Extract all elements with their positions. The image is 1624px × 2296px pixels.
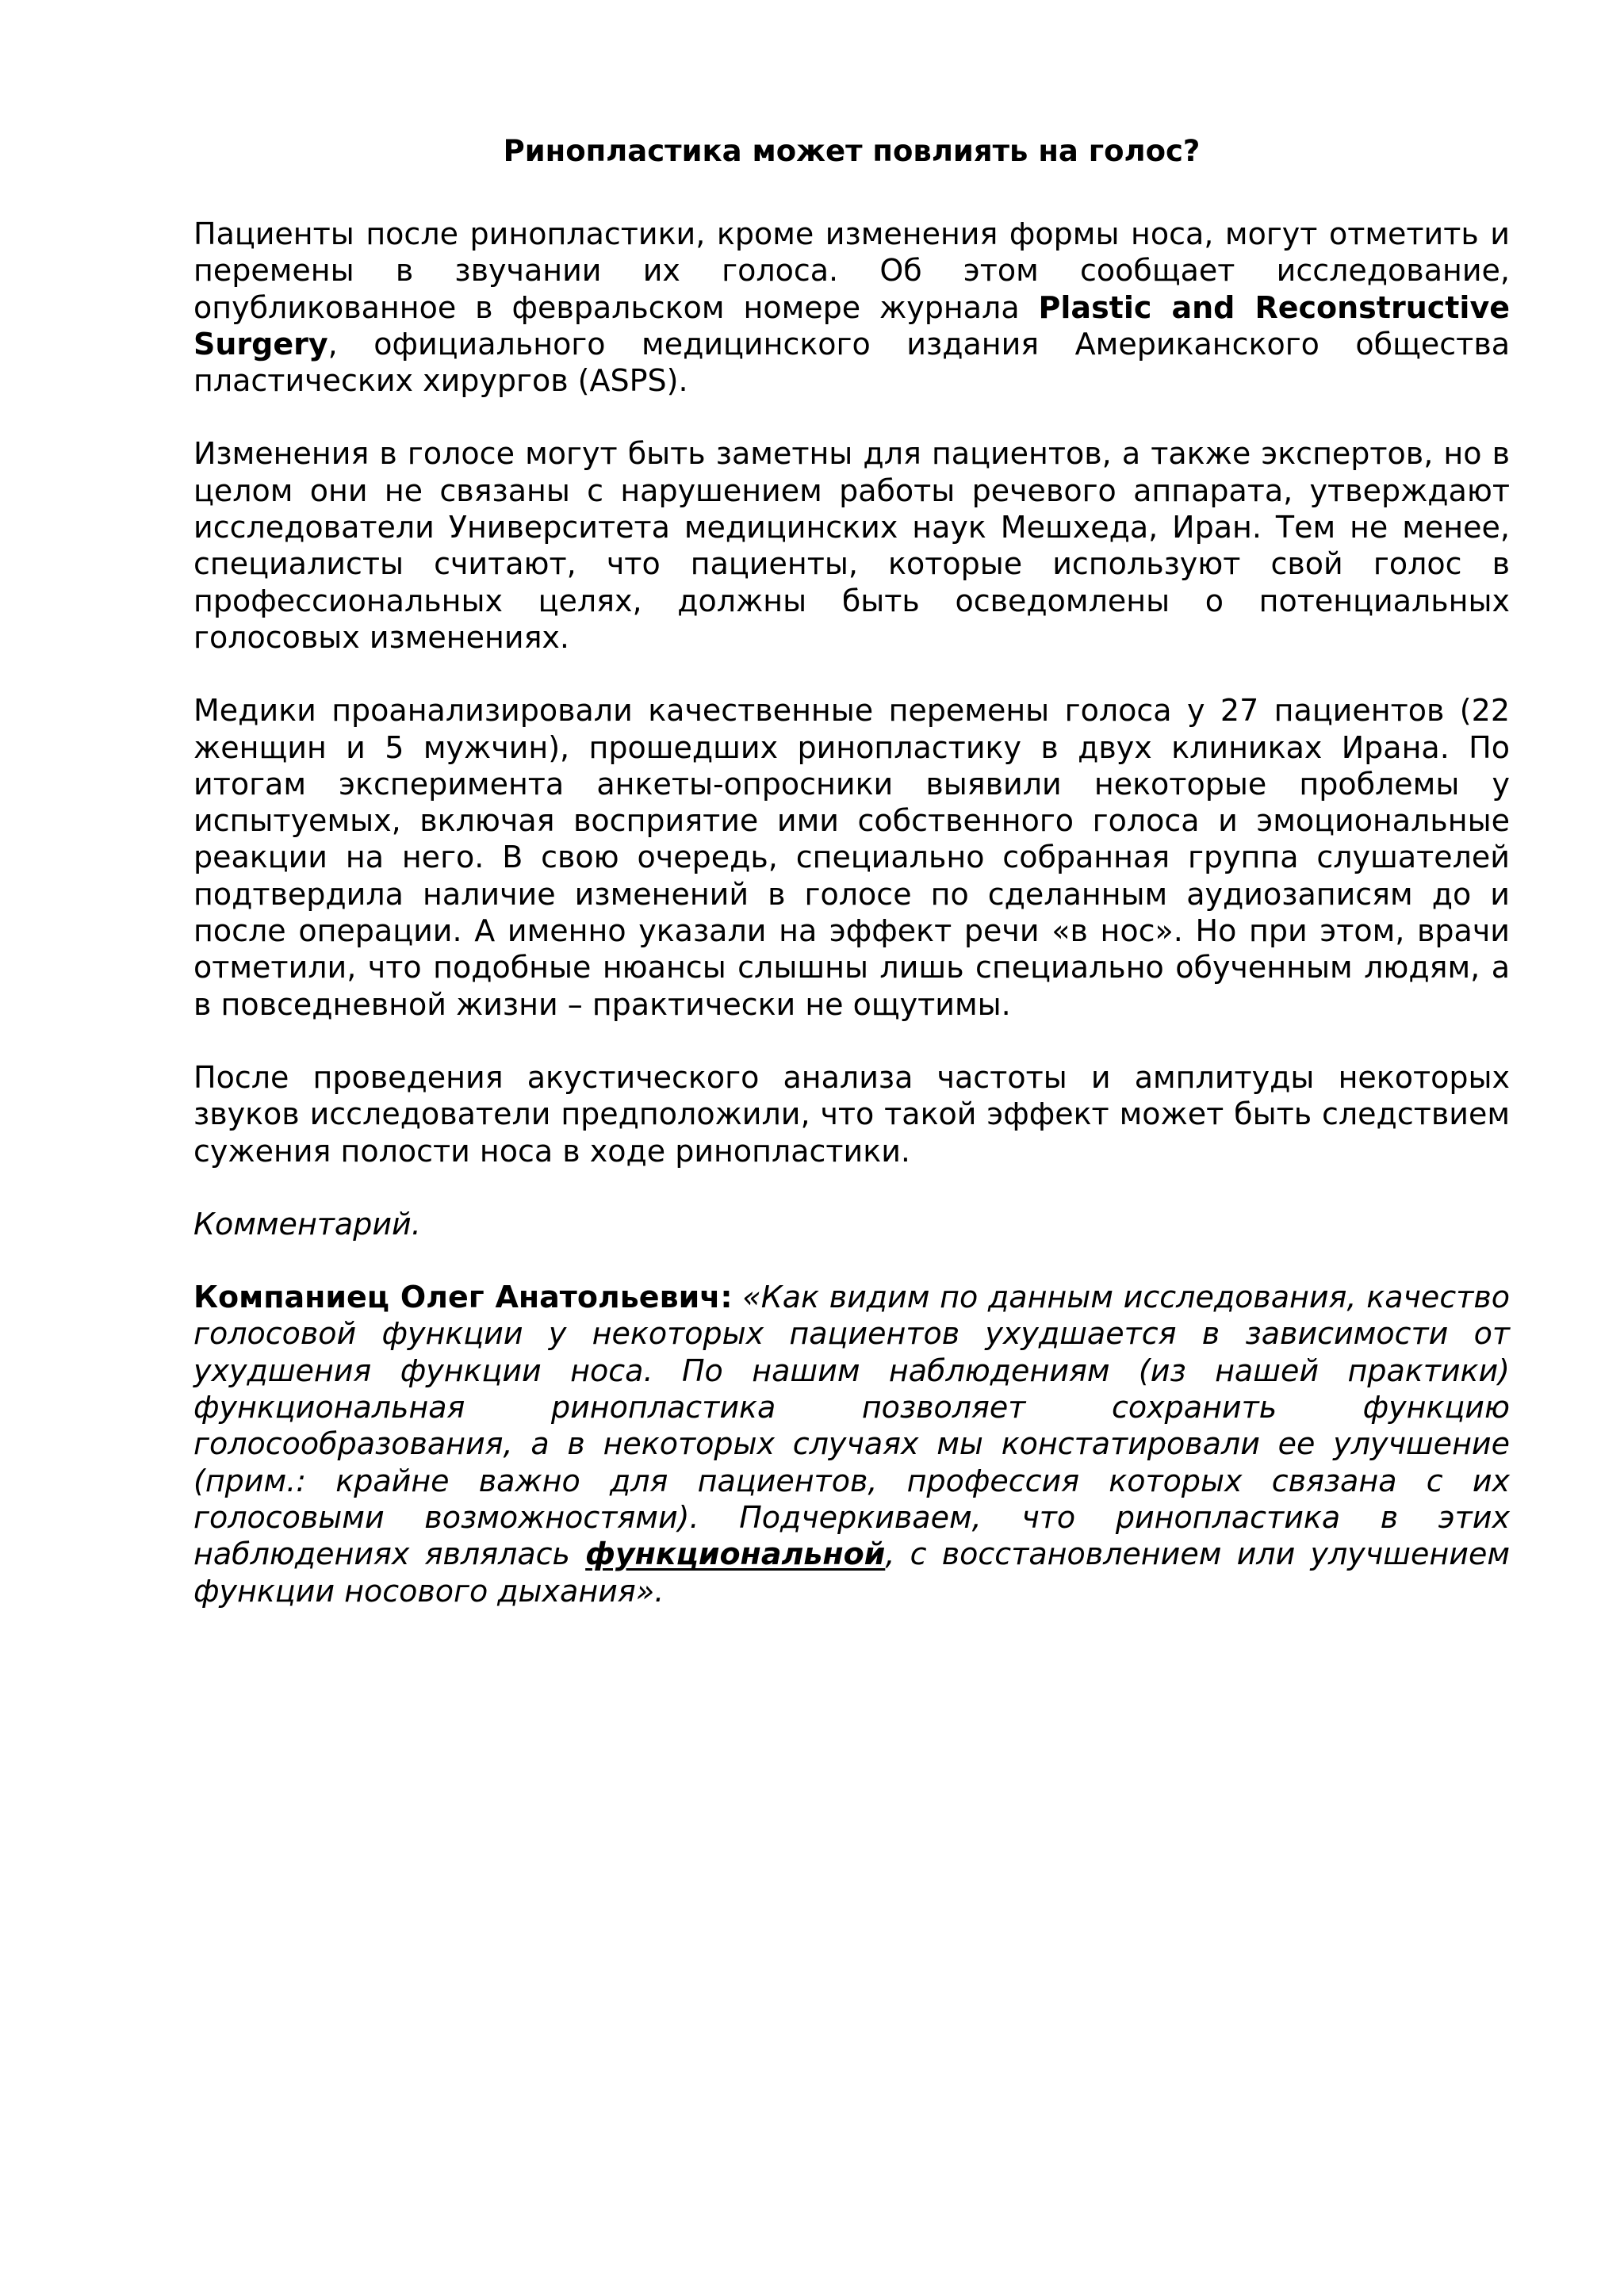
comment-emphasis: функциональной [585,1536,886,1572]
document-content [193,133,1510,1609]
document-title: Ринопластика может повлиять на голос? [503,134,1201,168]
comment-label: Комментарий. [193,1206,421,1242]
paragraph-study-details: Медики проанализировали качественные перемены голоса у 27 пациентов (22 женщин и 5 мужчин), прошедших ринопластику в двух клиниках Ирана. По итогам эксперимента анкеты-опросники выявили некоторые проблемы у испытуемых, включая восприятие ими собственного голоса и эмоциональные реакции на него. В свою очередь, специально собранная группа слушателей подтвердила наличие изменений в голосе по сделанным аудиозаписям до и после операции. А именно указали на эффект речи «в нос». Но при этом, врачи отметили, что подобные нюансы слышны лишь специально обученным людям, а в повседневной жизни – практически не ощутимы. [193,693,1510,1022]
paragraph-intro [193,216,1510,399]
paragraph-acoustic-analysis: После проведения акустического анализа частоты и амплитуды некоторых звуков исследователи предположили, что такой эффект может быть следствием сужения полости носа в ходе ринопластики. [193,1059,1510,1169]
comment-text-before: «Как видим по данным исследования, качество голосовой функции у некоторых пациентов ухудшается в зависимости от ухудшения функции носа. По нашим наблюдениям (из нашей практики) функциональная ринопластика позволяет сохранить функцию голосообразования, а в некоторых случаях мы констатировали ее улучшение (прим.: крайне важно для пациентов, профессия которых связана с их голосовыми возможностями). Подчеркиваем, что ринопластика в этих наблюдениях являлась [193,1280,1510,1572]
journal-name: Plastic and Reconstructive Surgery [193,289,1511,362]
paragraph-intro-after: , официального медицинского издания Американского общества пластических хирургов (ASPS). [193,326,1510,399]
comment-text-after: , с восстановлением или улучшением функции носового дыхания». [193,1536,1510,1609]
expert-comment [193,1279,1510,1609]
paragraph-voice-changes: Изменения в голосе могут быть заметны для пациентов, а также экспертов, но в целом они не связаны с нарушением работы речевого аппарата, утверждают исследователи Университета медицинских наук Мешхеда, Иран. Тем не менее, специалисты считают, что пациенты, которые используют свой голос в профессиональных целях, должны быть осведомлены о потенциальных голосовых изменениях. [193,436,1510,655]
comment-author: Компаниец Олег Анатольевич: [193,1280,733,1315]
paragraph-intro-before: Пациенты после ринопластики, кроме изменения формы носа, могут отметить и перемены в звучании их голоса. Об этом сообщает исследование, опубликованное в февральском номере журнала [193,216,1510,325]
